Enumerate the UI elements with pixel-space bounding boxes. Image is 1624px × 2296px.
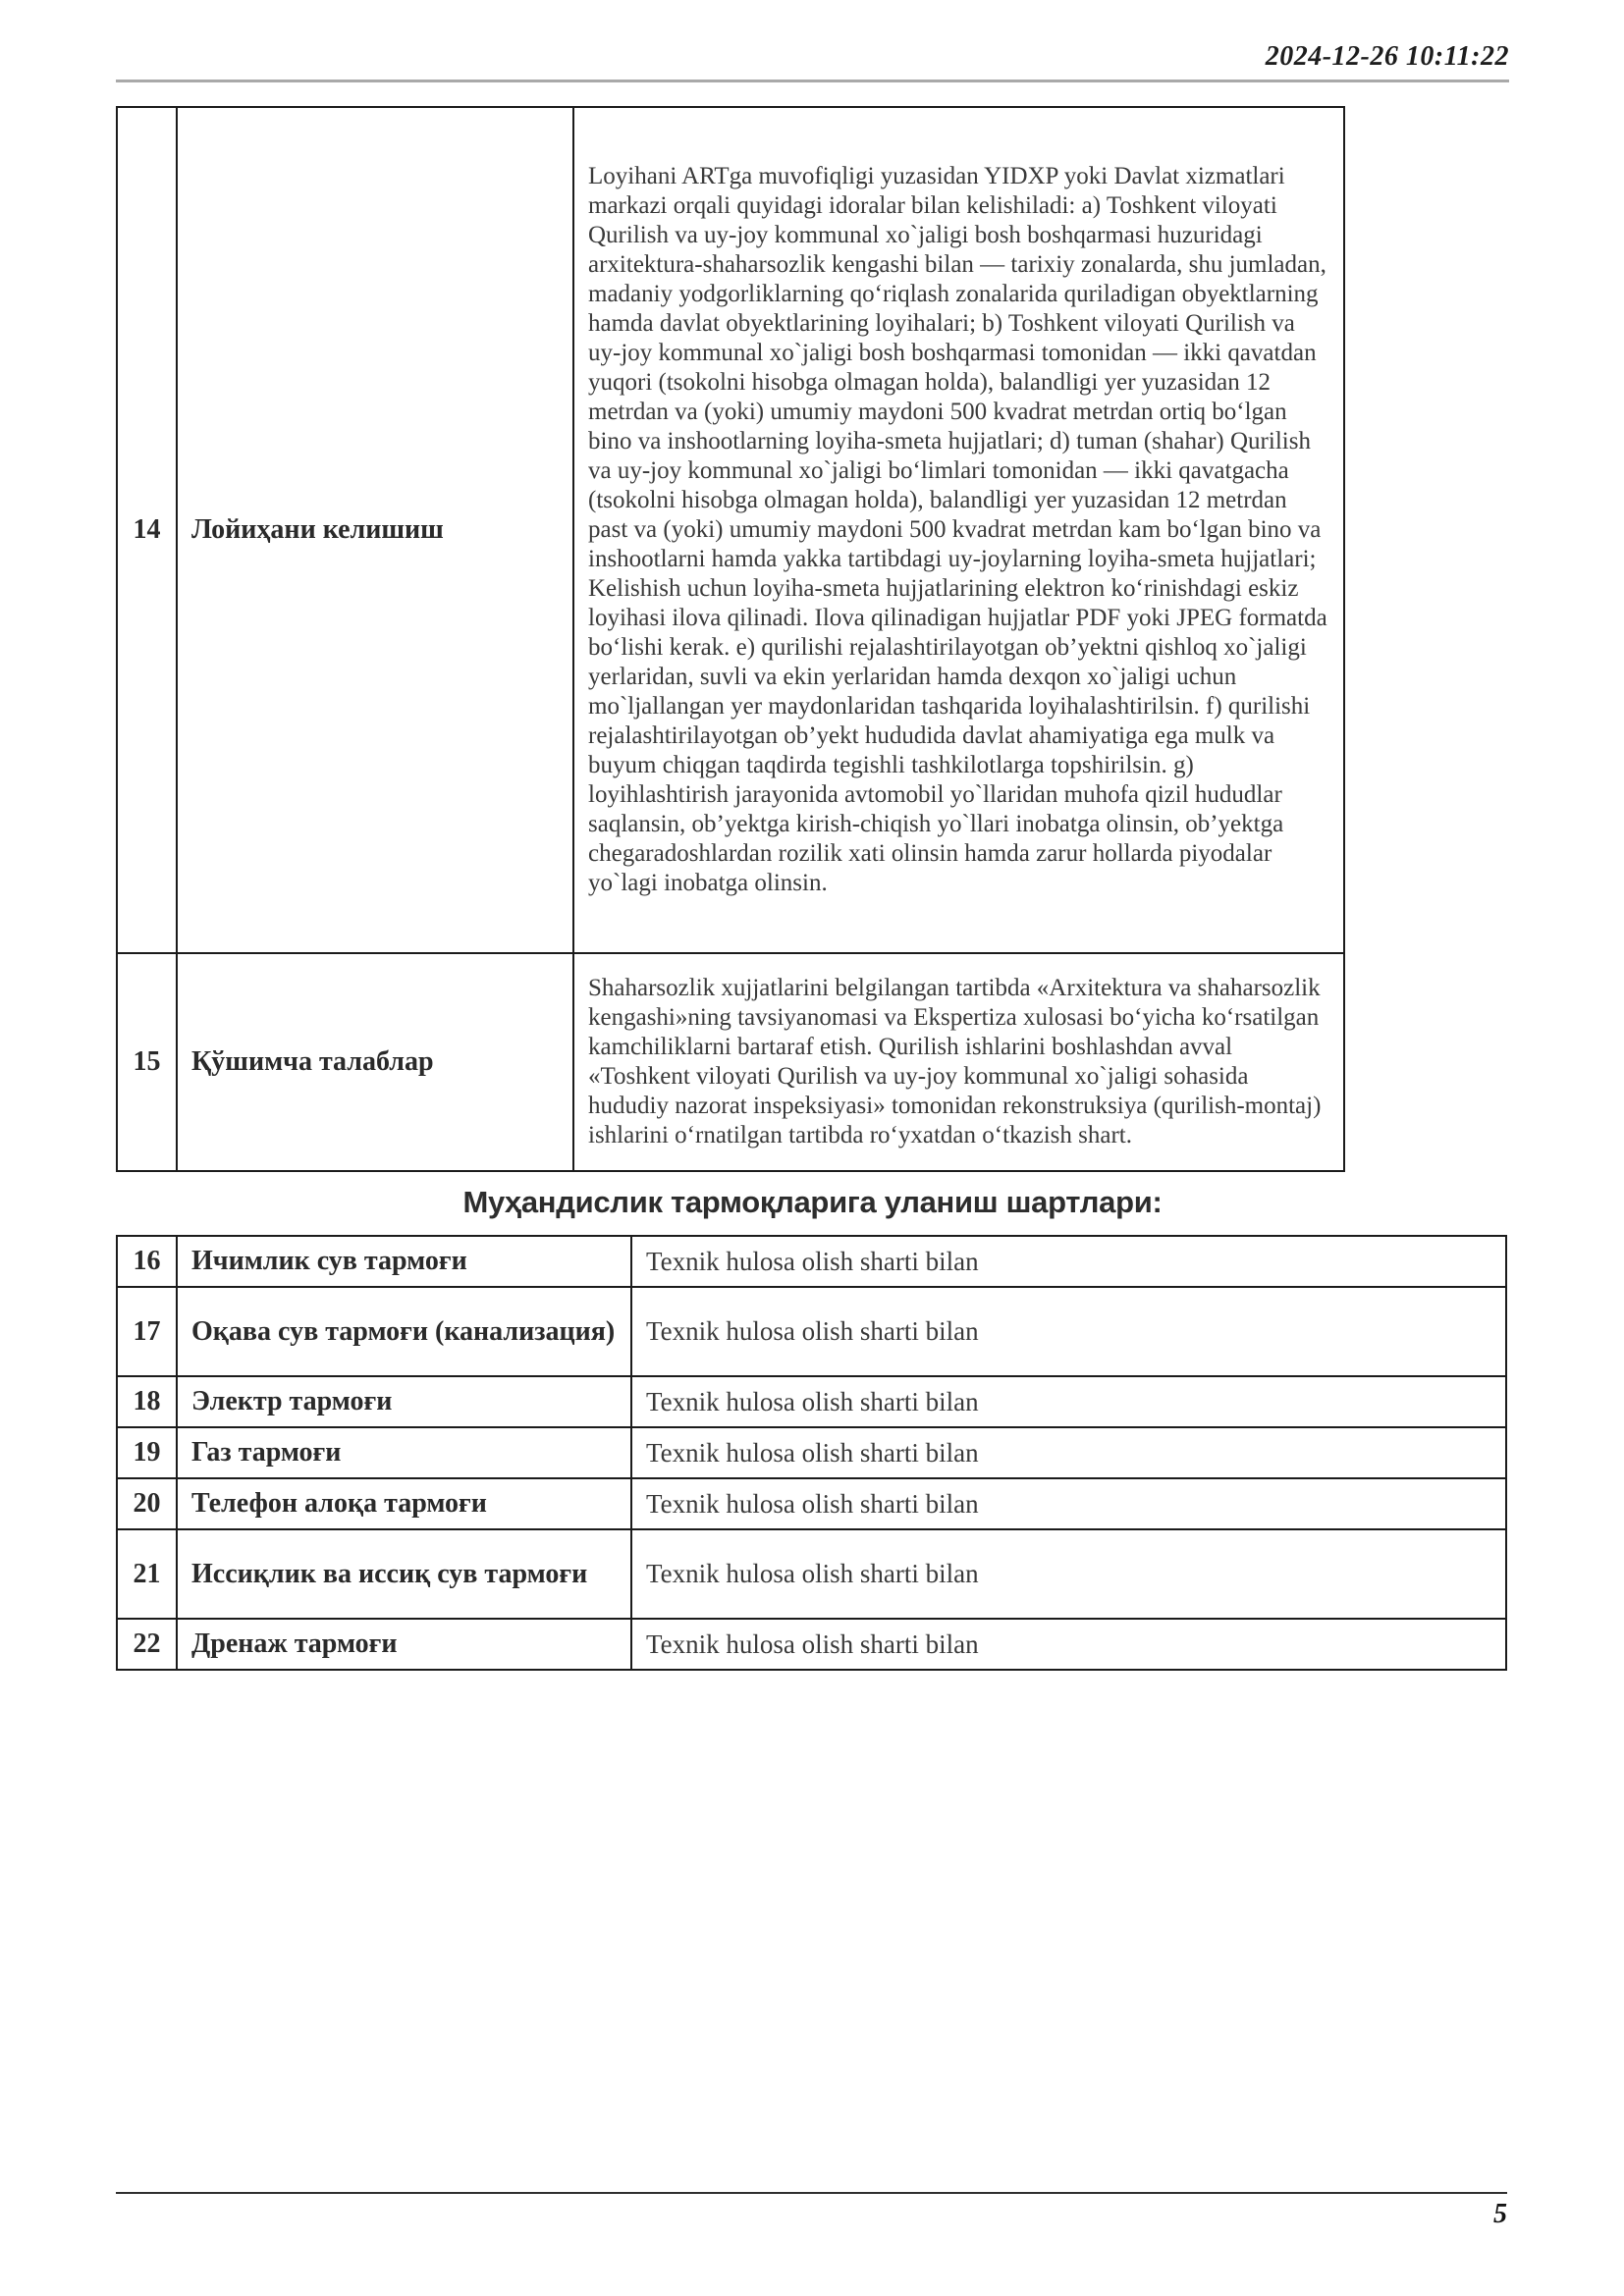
row-value: Texnik hulosa olish sharti bilan: [631, 1529, 1506, 1619]
table-row: [117, 107, 1344, 953]
row-number: 19: [117, 1427, 177, 1478]
row-number: 21: [117, 1529, 177, 1619]
table-row: [117, 1236, 1506, 1287]
row-title: Иссиқлик ва иссиқ сув тармоғи: [177, 1529, 631, 1619]
row-number: 20: [117, 1478, 177, 1529]
row-number: 14: [117, 107, 177, 953]
connections-table: [116, 1235, 1507, 1671]
row-number: 15: [117, 953, 177, 1171]
row-number: 22: [117, 1619, 177, 1670]
page-number: 5: [1493, 2199, 1507, 2229]
row-title: Лойиҳани келишиш: [177, 107, 573, 953]
table-row: [117, 1619, 1506, 1670]
table-row: [117, 1478, 1506, 1529]
row-text: Shaharsozlik xujjatlarini belgilangan tartibda «Arxitektura va shaharsozlik kengashi»ning tavsiyanomasi va Ekspertiza xulosasi boʻyicha koʻrsatilgan kamchiliklarni bartaraf etish. Qurilish ishlarini boshlashdan avval «Toshkent viloyati Qurilish va uy-joy kommunal xo`jaligi sohasida hududiy nazorat inspeksiyasi» tomonidan rekonstruksiya (qurilish-montaj) ishlarini oʻrnatilgan tartibda roʻyxatdan oʻtkazish shart.: [573, 953, 1344, 1171]
row-value: Texnik hulosa olish sharti bilan: [631, 1478, 1506, 1529]
table-row: [117, 953, 1344, 1171]
page-content: [116, 0, 1509, 1671]
row-title: Қўшимча талаблар: [177, 953, 573, 1171]
row-number: 16: [117, 1236, 177, 1287]
table-row: [117, 1427, 1506, 1478]
header-rule: [116, 80, 1509, 82]
row-value: Texnik hulosa olish sharti bilan: [631, 1427, 1506, 1478]
row-number: 18: [117, 1376, 177, 1427]
footer-rule: [116, 2192, 1507, 2194]
row-value: Texnik hulosa olish sharti bilan: [631, 1619, 1506, 1670]
row-title: Дренаж тармоғи: [177, 1619, 631, 1670]
header-timestamp: 2024-12-26 10:11:22: [1265, 41, 1509, 72]
row-title: Оқава сув тармоғи (канализация): [177, 1287, 631, 1376]
row-number: 17: [117, 1287, 177, 1376]
table-row: [117, 1287, 1506, 1376]
row-value: Texnik hulosa olish sharti bilan: [631, 1287, 1506, 1376]
row-title: Электр тармоғи: [177, 1376, 631, 1427]
table-row: [117, 1376, 1506, 1427]
section-heading: Муҳандислик тармоқларига уланиш шартлари:: [462, 1185, 1163, 1219]
row-title: Телефон алоқа тармоғи: [177, 1478, 631, 1529]
row-value: Texnik hulosa olish sharti bilan: [631, 1236, 1506, 1287]
row-title: Газ тармоғи: [177, 1427, 631, 1478]
row-title: Ичимлик сув тармоғи: [177, 1236, 631, 1287]
row-value: Texnik hulosa olish sharti bilan: [631, 1376, 1506, 1427]
row-text: Loyihani ARTga muvofiqligi yuzasidan YIDXP yoki Davlat xizmatlari markazi orqali quyidagi idoralar bilan kelishiladi: a) Toshkent viloyati Qurilish va uy-joy kommunal xo`jaligi bosh boshqarmasi huzuridagi arxitektura-shaharsozlik kengashi bilan — tarixiy zonalarda, shu jumladan, madaniy yodgorliklarning qoʻriqlash zonalarida quriladigan obyektlarning hamda davlat obyektlarining loyihalari; b) Toshkent viloyati Qurilish va uy-joy kommunal xo`jaligi bosh boshqarmasi tomonidan — ikki qavatdan yuqori (tsokolni hisobga olmagan holda), balandligi yer yuzasidan 12 metrdan va (yoki) umumiy maydoni 500 kvadrat metrdan ortiq boʻlgan bino va inshootlarning loyiha-smeta hujjatlari; d) tuman (shahar) Qurilish va uy-joy kommunal xo`jaligi boʻlimlari tomonidan — ikki qavatgacha (tsokolni hisobga olmagan holda), balandligi yer yuzasidan 12 metrdan past va (yoki) umumiy maydoni 500 kvadrat metrdan kam boʻlgan bino va inshootlarni hamda yakka tartibdagi uy-joylarning loyiha-smeta hujjatlari; Kelishish uchun loyiha-smeta hujjatlarining elektron koʻrinishdagi eskiz loyihasi ilova qilinadi. Ilova qilinadigan hujjatlar PDF yoki JPEG formatda boʻlishi kerak. e) qurilishi rejalashtirilayotgan ob’yektni qishloq xo`jaligi yerlaridan, suvli va ekin yerlaridan hamda dexqon xo`jaligi uchun mo`ljallangan yer maydonlaridan tashqarida loyihalashtirilsin. f) qurilishi rejalashtirilayotgan ob’yekt hududida davlat ahamiyatiga ega mulk va buyum chiqgan taqdirda tegishli tashkilotlarga topshirilsin. g) loyihlashtirish jarayonida avtomobil yo`llaridan muhofa qizil hududlar saqlansin, ob’yektga kirish-chiqish yo`llari inobatga olinsin, ob’yektga chegaradoshlardan rozilik xati olinsin hamda zarur hollarda piyodalar yo`lagi inobatga olinsin.: [573, 107, 1344, 953]
requirements-table: [116, 106, 1345, 1172]
table-row: [117, 1529, 1506, 1619]
